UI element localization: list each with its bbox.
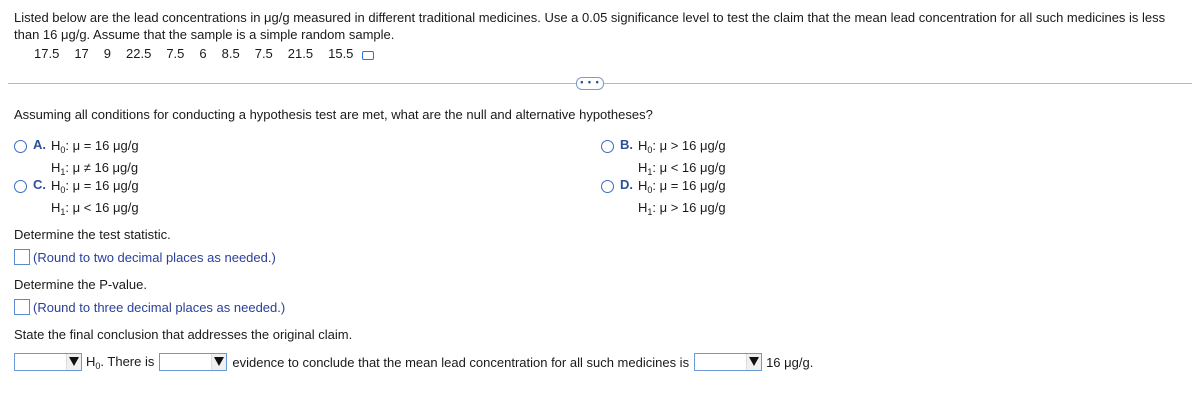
h0-line: $H_0$: μ > 16 μg/g: [638, 138, 726, 155]
problem-statement: Listed below are the lead concentrations in μg/g measured in different traditional medicines. Use a 0.05 significance level to test the claim that the mean lead concentration for all such medicines is less than 16 μg/g. Assume that the sample is a simple random sample.: [14, 10, 1166, 42]
radio-c[interactable]: [14, 180, 27, 193]
option-letter: A.: [33, 137, 46, 152]
conclusion-mid-text: evidence to conclude that the mean lead concentration for all such medicines is: [232, 354, 690, 370]
pvalue-label: Determine the P-value.: [14, 277, 147, 292]
option-a[interactable]: [14, 137, 139, 181]
h1-line: $H_1$: μ ≠ 16 μg/g: [51, 160, 139, 177]
evidence-dropdown[interactable]: [159, 353, 227, 371]
radio-b[interactable]: [601, 140, 614, 153]
h1-line: $H_1$: μ < 16 μg/g: [51, 200, 139, 217]
data-value: 6: [199, 46, 207, 61]
data-value: 9: [103, 46, 112, 61]
conclusion-label: State the final conclusion that addresses the original claim.: [14, 327, 353, 342]
test-stat-hint: (Round to two decimal places as needed.): [33, 249, 276, 265]
h1-line: $H_1$: μ > 16 μg/g: [638, 200, 726, 217]
h0-line: $H_0$: μ = 16 μg/g: [638, 178, 726, 195]
conclusion-end-text: 16 μg/g.: [766, 354, 814, 370]
test-stat-input[interactable]: [14, 249, 30, 265]
option-letter: C.: [33, 177, 46, 192]
question-text: Assuming all conditions for conducting a hypothesis test are met, what are the null and alternative hypotheses?: [14, 107, 653, 122]
h1-line: $H_1$: μ < 16 μg/g: [638, 160, 726, 177]
data-value: 7.5: [254, 46, 273, 61]
test-stat-row: [14, 249, 276, 265]
data-value: 17: [74, 46, 89, 61]
radio-a[interactable]: [14, 140, 27, 153]
data-values-row: [34, 46, 374, 61]
test-stat-label: Determine the test statistic.: [14, 227, 171, 242]
option-b[interactable]: [601, 137, 726, 181]
comparison-dropdown[interactable]: [694, 353, 762, 371]
data-value: 22.5: [126, 46, 152, 61]
data-value: 15.5: [328, 46, 354, 61]
expand-more-button[interactable]: • • •: [576, 77, 604, 90]
option-letter: D.: [620, 177, 633, 192]
reject-dropdown[interactable]: [14, 353, 82, 371]
h0-text: $H_0$. There is: [86, 353, 155, 371]
pvalue-row: [14, 299, 285, 315]
pvalue-input[interactable]: [14, 299, 30, 315]
conclusion-row: [14, 353, 813, 371]
radio-d[interactable]: [601, 180, 614, 193]
h0-line: $H_0$: μ = 16 μg/g: [51, 138, 139, 155]
pvalue-hint: (Round to three decimal places as needed.): [33, 299, 286, 315]
copy-data-icon[interactable]: [362, 51, 374, 60]
option-c[interactable]: [14, 177, 139, 221]
data-value: 8.5: [221, 46, 240, 61]
data-value: 17.5: [34, 46, 60, 61]
option-letter: B.: [620, 137, 633, 152]
data-value: 21.5: [287, 46, 314, 61]
data-value: 7.5: [166, 46, 185, 61]
h0-line: $H_0$: μ = 16 μg/g: [51, 178, 139, 195]
option-d[interactable]: [601, 177, 726, 221]
